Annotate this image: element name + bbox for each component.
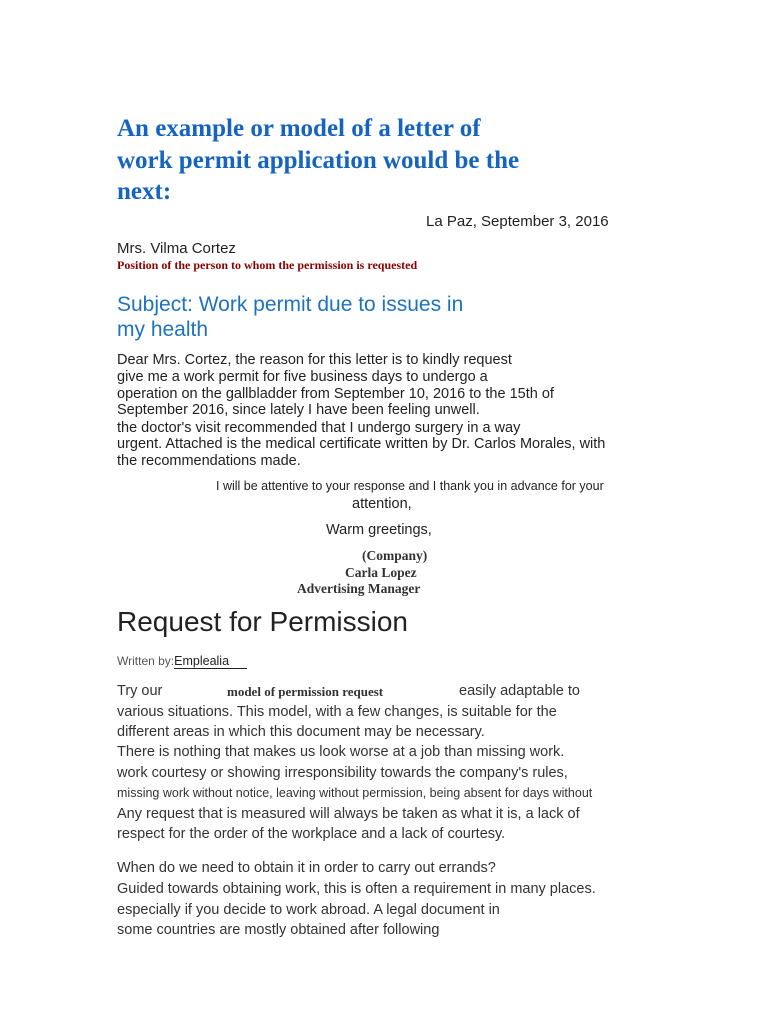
intro-suffix: easily adaptable to (459, 683, 580, 699)
closing-line-1: I will be attentive to your response and I thank you in advance for your (216, 479, 604, 493)
body-line: September 2016, since lately I have been feeling unwell. (117, 402, 480, 418)
article-line: especially if you decide to work abroad. A legal document in (117, 902, 500, 918)
closing-line-2: attention, (352, 496, 412, 512)
greeting: Warm greetings, (326, 522, 432, 538)
article-line: work courtesy or showing irresponsibility towards the company's rules, (117, 765, 568, 781)
letter-date: La Paz, September 3, 2016 (426, 213, 609, 230)
heading-line-1: An example or model of a letter of (117, 115, 481, 142)
article-title: Request for Permission (117, 606, 409, 637)
article-line: respect for the order of the workplace and a lack of courtesy. (117, 826, 506, 842)
recipient-name: Mrs. Vilma Cortez (117, 240, 236, 257)
signature-title: Advertising Manager (297, 581, 421, 596)
article-small-line: missing work without notice, leaving without permission, being absent for days without (117, 786, 593, 800)
body-line: the doctor's visit recommended that I undergo surgery in a way (117, 420, 521, 436)
body-line: give me a work permit for five business days to undergo a (117, 369, 488, 385)
body-line: Dear Mrs. Cortez, the reason for this letter is to kindly request (117, 352, 512, 368)
body-line: urgent. Attached is the medical certificate written by Dr. Carlos Morales, with (117, 436, 606, 452)
recipient-position-note: Position of the person to whom the permission is requested (117, 258, 418, 272)
author-link[interactable]: Emplealia (174, 654, 247, 669)
article-line: When do we need to obtain it in order to carry out errands? (117, 860, 496, 876)
intro-prefix: Try our (117, 683, 163, 699)
byline (117, 654, 247, 668)
body-line: the recommendations made. (117, 453, 301, 469)
byline-label: Written by: (117, 654, 175, 668)
heading-line-3: next: (117, 178, 172, 205)
article-line: Any request that is measured will always be taken as what it is, a lack of (117, 806, 580, 822)
article-line: different areas in which this document may be necessary. (117, 724, 485, 740)
article-line: There is nothing that makes us look worse at a job than missing work. (117, 744, 565, 760)
subject-line-1: Subject: Work permit due to issues in (117, 293, 464, 316)
article-line: various situations. This model, with a few changes, is suitable for the (117, 704, 557, 720)
subject-line-2: my health (117, 318, 209, 341)
body-line: operation on the gallbladder from September 10, 2016 to the 15th of (117, 386, 554, 402)
signature-name: Carla Lopez (345, 565, 417, 580)
intro-line (117, 683, 162, 699)
model-link[interactable]: model of permission request (227, 684, 384, 699)
article-line: Guided towards obtaining work, this is often a requirement in many places. (117, 881, 596, 897)
signature-company: (Company) (362, 548, 428, 563)
heading-line-2: work permit application would be the (117, 147, 520, 174)
article-line: some countries are mostly obtained after following (117, 922, 440, 938)
